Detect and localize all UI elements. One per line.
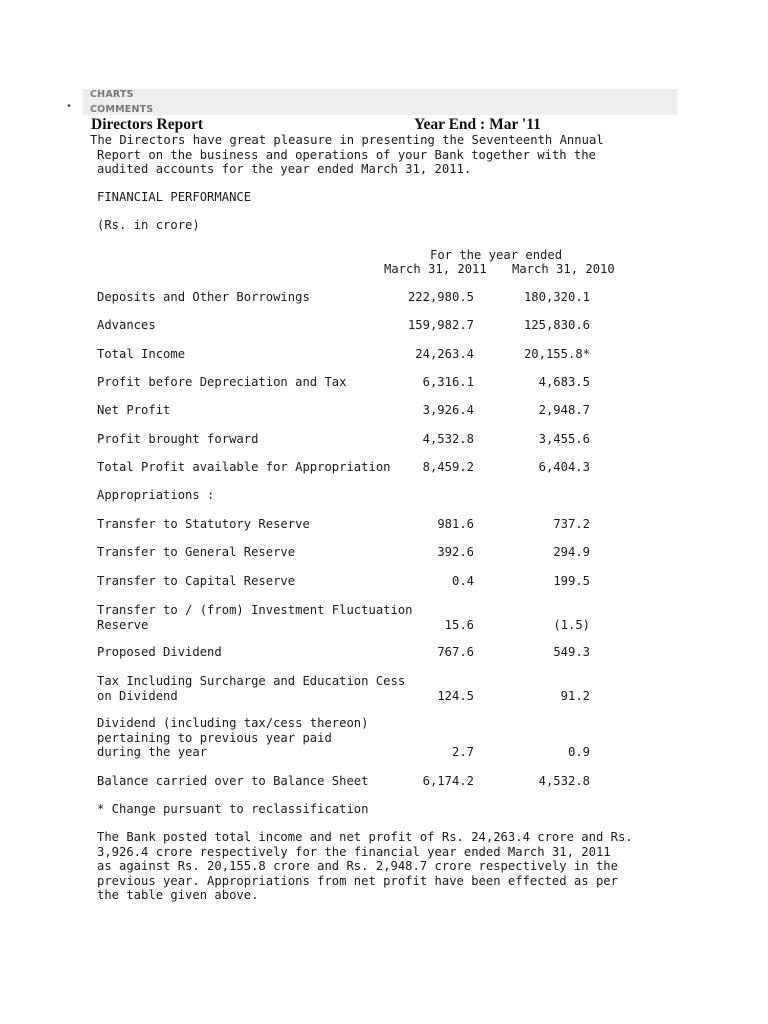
value-2011: 15.6 — [444, 617, 474, 632]
row-label-line: Proposed Dividend — [97, 645, 222, 659]
value-2010: 6,404.3 — [538, 460, 590, 474]
row-label-line: Balance carried over to Balance Sheet — [97, 774, 369, 788]
row-label — [97, 403, 170, 418]
row-label-line: Deposits and Other Borrowings — [97, 290, 310, 304]
row-label — [97, 603, 413, 632]
units-note: (Rs. in crore) — [97, 218, 200, 232]
value-2010: 0.9 — [567, 745, 590, 759]
summary-line: the table given above. — [97, 888, 259, 902]
value-2010: 294.9 — [553, 545, 590, 559]
value-2010: 2,948.7 — [538, 403, 590, 417]
row-label — [97, 488, 214, 503]
row-label-line: Transfer to General Reserve — [97, 545, 296, 559]
value-2010: 737.2 — [553, 517, 590, 531]
row-label — [97, 716, 369, 760]
value-2011: 6,316.1 — [422, 375, 474, 389]
row-label-line: Tax Including Surcharge and Education Cess — [97, 674, 406, 688]
summary-line: previous year. Appropriations from net profit have been effected as per — [97, 873, 618, 888]
row-label-line: on Dividend — [97, 688, 178, 703]
row-label — [97, 460, 391, 475]
row-label-line: Net Profit — [97, 403, 171, 417]
value-2011: 981.6 — [437, 517, 474, 531]
row-label — [97, 574, 295, 589]
row-label — [97, 545, 295, 560]
intro-paragraph — [90, 133, 604, 177]
value-2010: 549.3 — [553, 645, 590, 659]
value-2011: 6,174.2 — [422, 774, 474, 788]
intro-line: audited accounts for the year ended March 31, 2011. — [97, 162, 472, 176]
value-2010: (1.5) — [553, 617, 590, 632]
bullet-icon: • — [66, 101, 72, 112]
row-label — [97, 774, 369, 789]
row-label-line: Dividend (including tax/cess thereon) — [97, 716, 369, 730]
value-2011: 24,263.4 — [415, 347, 474, 361]
value-2010: 20,155.8* — [523, 347, 590, 361]
column-caption: For the year ended — [430, 248, 563, 262]
summary-line: 3,926.4 crore respectively for the financial year ended March 31, 2011 — [97, 844, 611, 859]
value-2011: 767.6 — [437, 645, 474, 659]
value-2011: 222,980.5 — [407, 290, 474, 304]
comments-link[interactable]: COMMENTS — [90, 104, 154, 115]
row-label — [97, 645, 222, 660]
value-2010: 3,455.6 — [538, 432, 590, 446]
column-header-2010: March 31, 2010 — [512, 262, 615, 276]
value-2010: 4,532.8 — [538, 774, 590, 788]
intro-line: The Directors have great pleasure in presenting the Seventeenth Annual — [90, 133, 604, 147]
column-header-2011: March 31, 2011 — [384, 262, 487, 276]
row-label-line: Profit brought forward — [97, 432, 259, 446]
value-2010: 4,683.5 — [538, 375, 590, 389]
value-2011: 8,459.2 — [422, 460, 474, 474]
footnote: * Change pursuant to reclassification — [97, 802, 369, 816]
summary-line: as against Rs. 20,155.8 crore and Rs. 2,948.7 crore respectively in the — [97, 859, 618, 873]
value-2010: 199.5 — [553, 574, 590, 588]
year-end-label: Year End : Mar '11 — [414, 116, 541, 133]
value-2011: 0.4 — [451, 574, 474, 588]
value-2011: 2.7 — [451, 745, 474, 759]
value-2010: 91.2 — [560, 688, 590, 703]
section-title: FINANCIAL PERFORMANCE — [97, 190, 252, 204]
row-label-line: Total Income — [97, 347, 186, 361]
row-label-line: Transfer to / (from) Investment Fluctuation — [97, 603, 413, 617]
value-2011: 124.5 — [437, 688, 474, 703]
value-2011: 4,532.8 — [422, 432, 474, 446]
summary-line: The Bank posted total income and net profit of Rs. 24,263.4 crore and Rs. — [97, 830, 633, 844]
value-2011: 392.6 — [437, 545, 474, 559]
row-label-line: Transfer to Statutory Reserve — [97, 517, 310, 531]
row-label — [97, 375, 346, 390]
value-2011: 159,982.7 — [407, 318, 474, 332]
row-label — [97, 432, 258, 447]
row-label-line: Appropriations : — [97, 488, 215, 502]
row-label-line: Advances — [97, 318, 156, 332]
row-label-line: Total Profit available for Appropriation — [97, 460, 391, 474]
row-label — [97, 517, 310, 532]
row-label — [97, 318, 156, 333]
row-label — [97, 347, 185, 362]
charts-link[interactable]: CHARTS — [90, 89, 134, 100]
summary-paragraph — [97, 830, 633, 903]
report-title: Directors Report — [91, 116, 204, 133]
intro-line: Report on the business and operations of your Bank together with the — [97, 147, 596, 162]
row-label-line: pertaining to previous year paid — [97, 730, 332, 745]
row-label-line: Profit before Depreciation and Tax — [97, 375, 347, 389]
row-label — [97, 290, 310, 305]
value-2011: 3,926.4 — [422, 403, 474, 417]
row-label — [97, 674, 405, 703]
value-2010: 180,320.1 — [523, 290, 590, 304]
comments-nav-bar — [83, 89, 677, 115]
row-label-line: Reserve — [97, 617, 149, 632]
row-label-line: during the year — [97, 745, 208, 759]
row-label-line: Transfer to Capital Reserve — [97, 574, 296, 588]
value-2010: 125,830.6 — [523, 318, 590, 332]
